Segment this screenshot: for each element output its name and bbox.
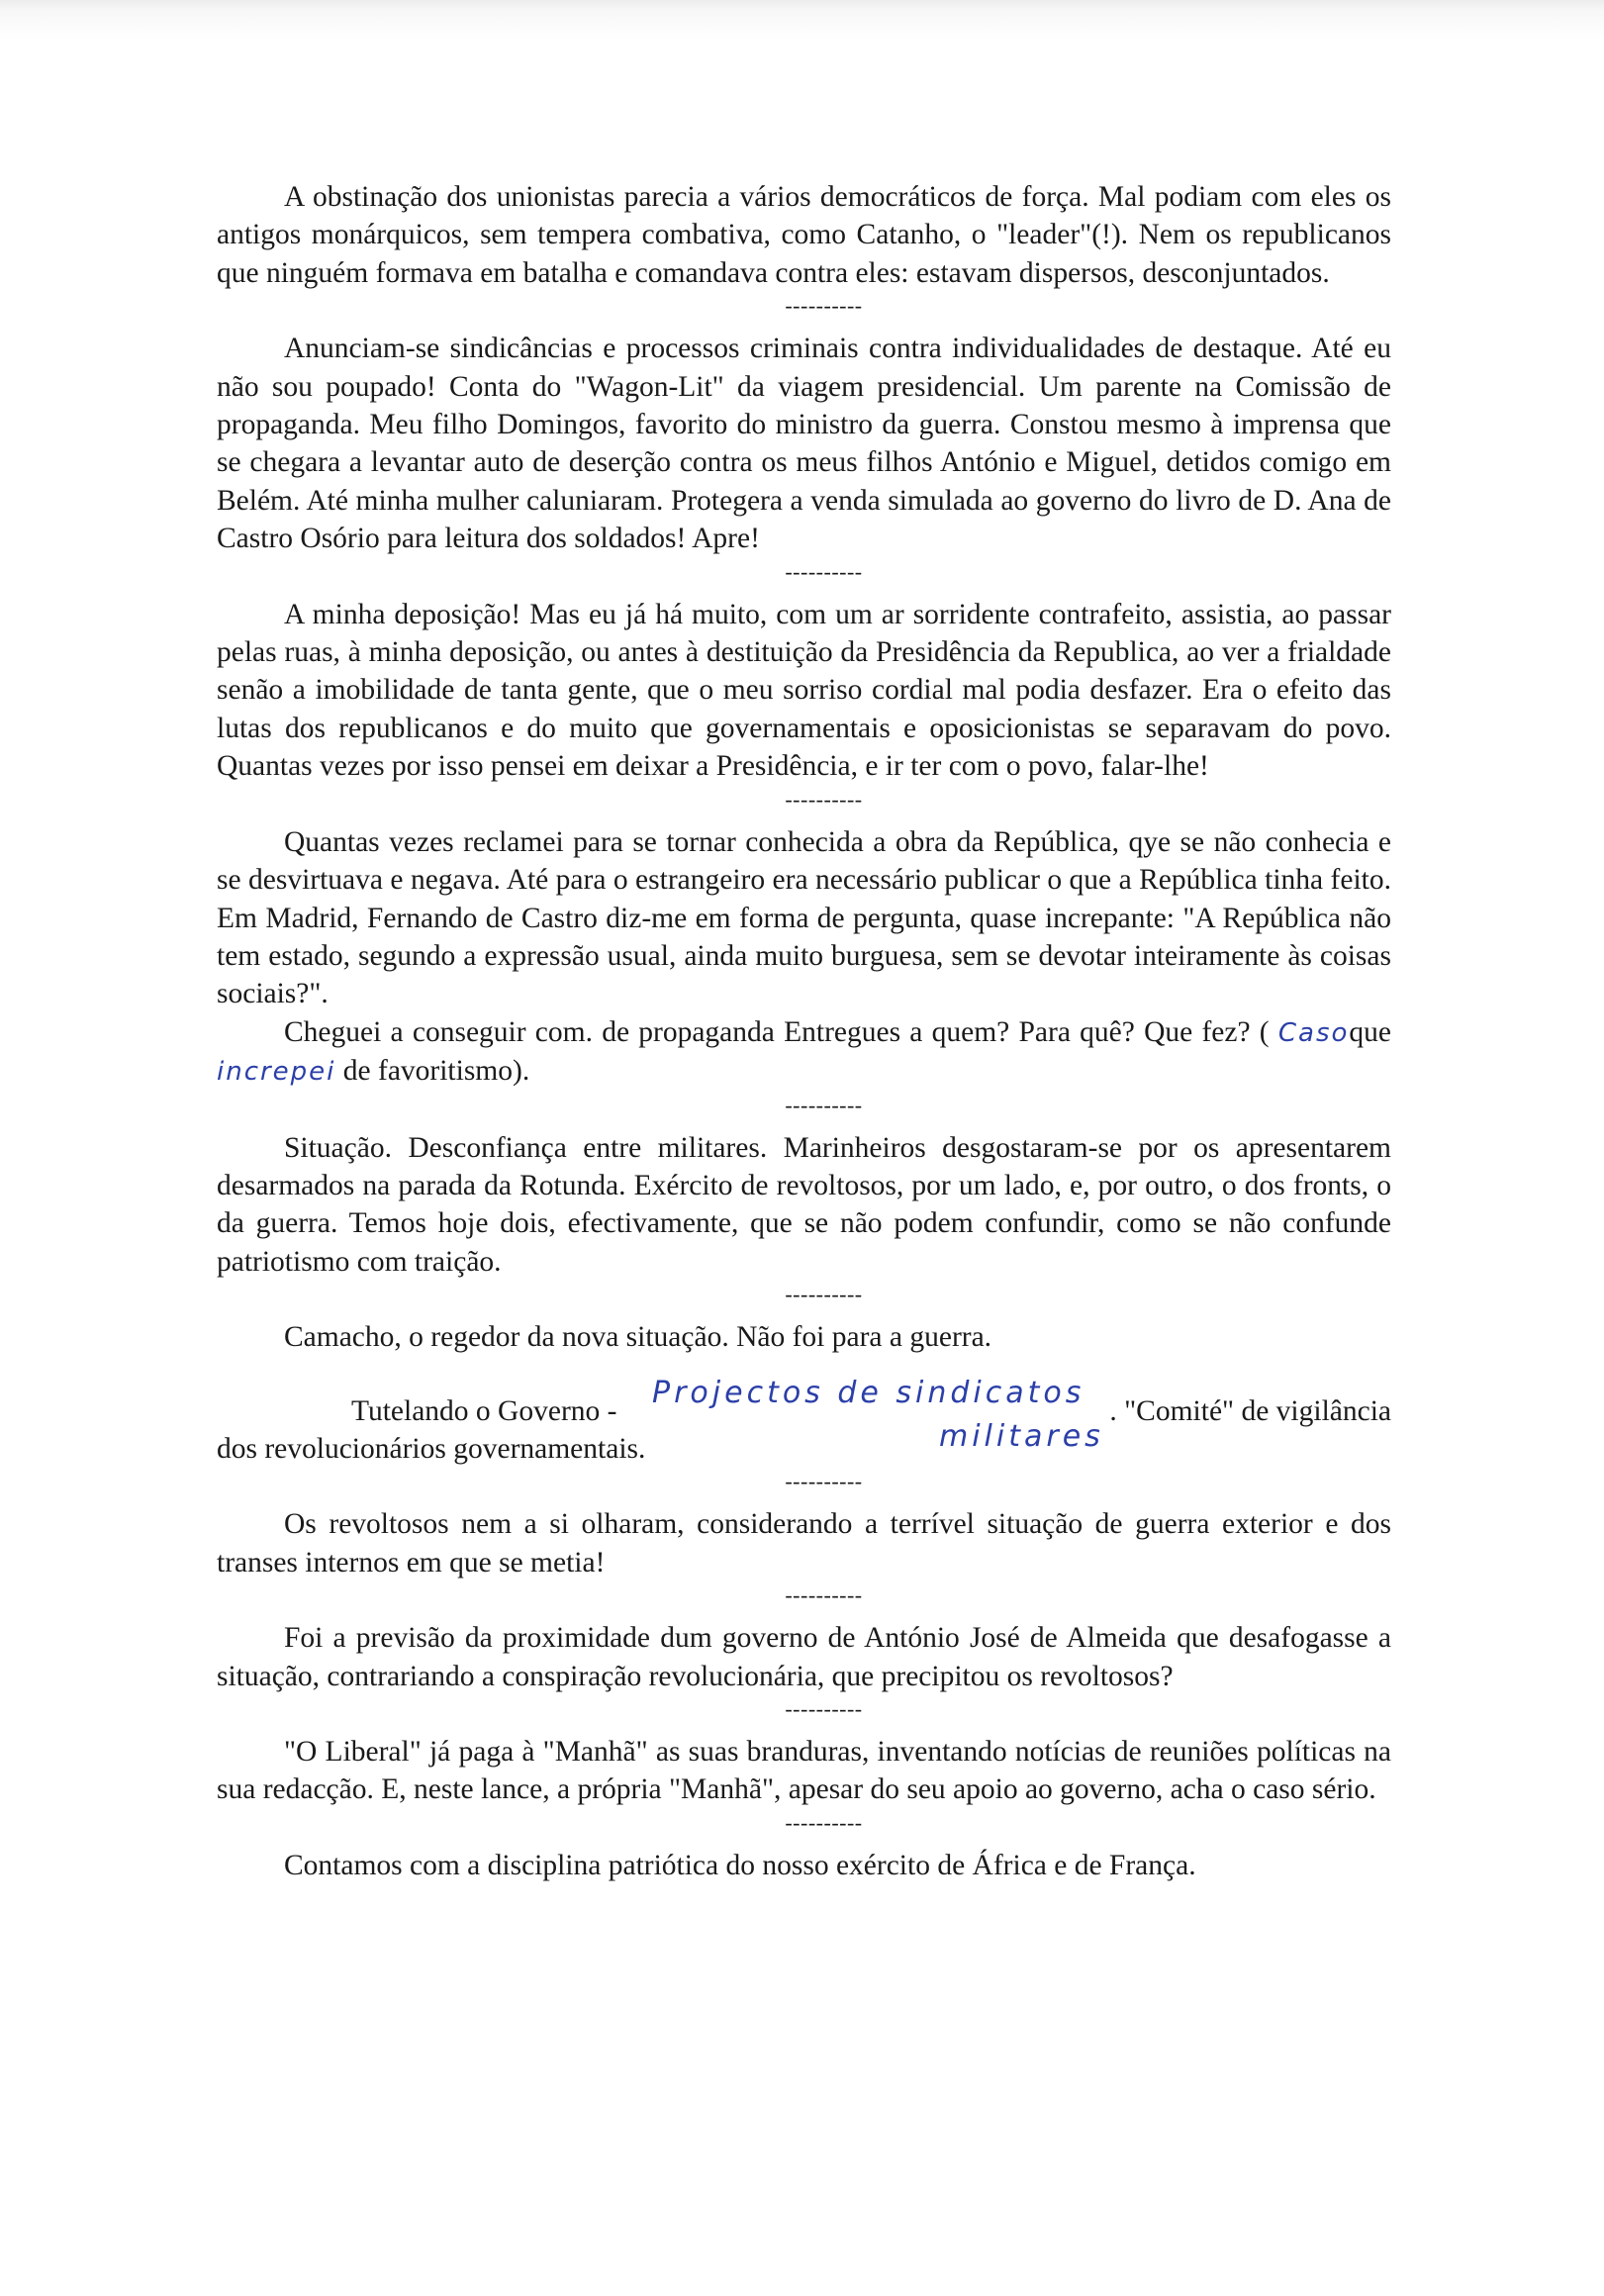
separator: ---------- [785, 1809, 863, 1835]
document-body [217, 178, 1391, 1884]
separator: ---------- [785, 1282, 863, 1307]
tutelando-text: . "Comité" de vigilância [1109, 1394, 1391, 1427]
paragraph-10: Foi a previsão da proximidade dum governo de António José de Almeida que desafogasse a situação, contrariando a conspiração revolucionária, que precipitou os revoltosos? [217, 1622, 1391, 1692]
paragraph-9: Os revoltosos nem a si olharam, considerando a terrível situação de guerra exterior e dos transes internos em que se metia! [217, 1508, 1391, 1578]
paragraph-11: "O Liberal" já paga à "Manhã" as suas branduras, inventando notícias de reuniões políticas na sua redacção. E, neste lance, a própria "Manhã", apesar do seu apoio ao governo, acha o caso sério. [217, 1735, 1391, 1806]
handwritten-annotation: Caso [1277, 1017, 1350, 1048]
handwritten-annotation: increpei [217, 1057, 336, 1088]
handwritten-annotation: Projectos de sindicatos [652, 1375, 1085, 1410]
handwritten-annotation: militares [939, 1418, 1104, 1454]
paragraph-6: Situação. Desconfiança entre militares. Marinheiros desgostaram-se por os apresentarem desarmados na parada da Rotunda. Exército de revoltosos, por um lado, e, por outro, o dos fronts, o da guerra. Temos hoje dois, efectivamente, que se não podem confundir, como se não confunde patriotismo com traição. [217, 1131, 1391, 1278]
paragraph-1: A obstinação dos unionistas parecia a vários democráticos de força. Mal podiam com eles os antigos monárquicos, sem tempera combativa, como Catanho, o "leader"(!). Nem os republicanos que ninguém formava em batalha e comandava contra eles: estavam dispersos, desconjuntados. [217, 181, 1391, 289]
paragraph-3: A minha deposição! Mas eu já há muito, com um ar sorridente contrafeito, assistia, ao passar pelas ruas, à minha deposição, ou antes à destituição da Presidência da Republica, ao ver a frialdade senão a imobilidade de tanta gente, que o meu sorriso cordial mal podia desfazer. Era o efeito das lutas dos republicanos e do muito que governamentais e oposicionistas se separavam do povo. Quantas vezes por isso pensei em deixar a Presidência, e ir ter com o povo, falar-lhe! [217, 598, 1391, 783]
tutelando-text: Tutelando o Governo - [351, 1394, 617, 1427]
paragraph-4: Quantas vezes reclamei para se tornar conhecida a obra da República, qye se não conhecia e se desvirtuava e negava. Até para o estrangeiro era necessário publicar o que a República tinha feito. Em Madrid, Fernando de Castro diz-me em forma de pergunta, quase increpante: "A República não tem estado, segundo a expressão usual, ainda muito burguesa, sem se devotar inteiramente às coisas sociais?". [217, 825, 1391, 1010]
separator: ---------- [785, 1469, 863, 1494]
paragraph-8-continued: dos revolucionários governamentais. [217, 1432, 646, 1465]
separator: ---------- [785, 1582, 863, 1608]
paragraph-12: Contamos com a disciplina patriótica do nosso exército de África e de França. [284, 1849, 1196, 1881]
paragraph-7: Camacho, o regedor da nova situação. Não foi para a guerra. [284, 1321, 992, 1354]
paragraph-5: Cheguei a conseguir com. de propaganda Entregues a quem? Para quê? Que fez? ( Casoque increpei de favoritismo). [217, 1015, 1391, 1088]
separator: ---------- [785, 1092, 863, 1117]
separator: ---------- [785, 1695, 863, 1721]
separator: ---------- [785, 786, 863, 812]
separator: ---------- [785, 293, 863, 319]
paragraph-2: Anunciam-se sindicâncias e processos criminais contra individualidades de destaque. Até eu não sou poupado! Conta do "Wagon-Lit" da viagem presidencial. Um parente na Comissão de propaganda. Meu filho Domingos, favorito do ministro da guerra. Constou mesmo à imprensa que se chegara a levantar auto de deserção contra os meus filhos António e Miguel, detidos comigo em Belém. Até minha mulher caluniaram. Protegera a venda simulada ao governo do livro de D. Ana de Castro Osório para leitura dos soldados! Apre! [217, 333, 1391, 555]
separator: ---------- [785, 558, 863, 584]
